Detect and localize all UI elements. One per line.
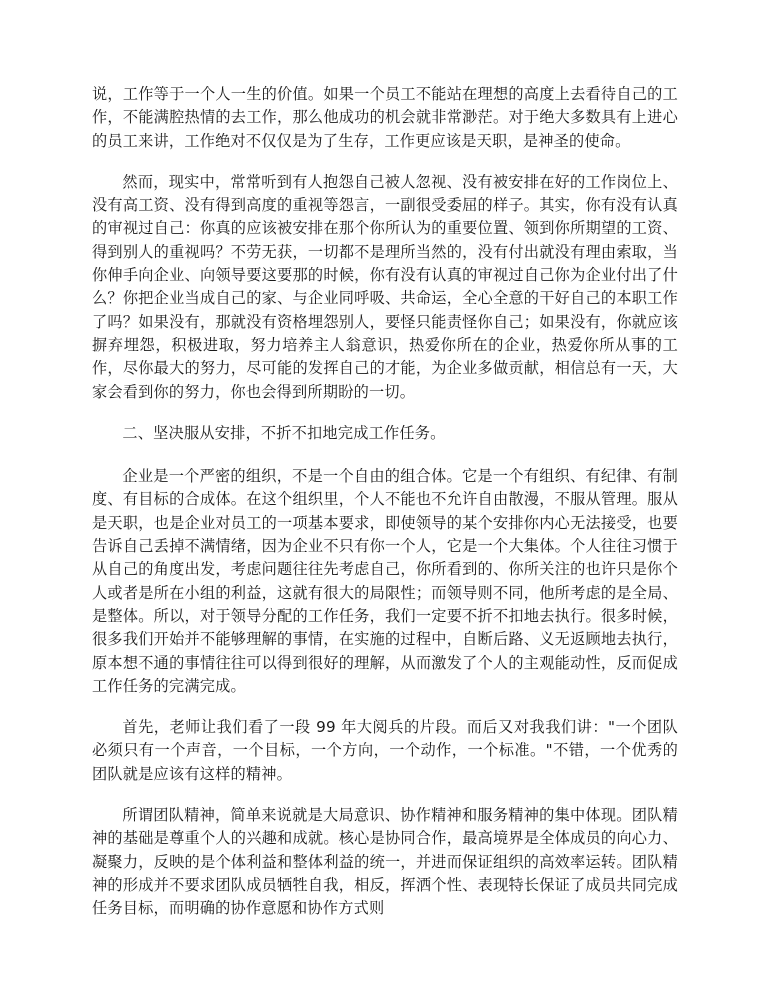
- document-body: [92, 83, 678, 939]
- paragraph-3: 企业是一个严密的组织，不是一个自由的组合体。它是一个有组织、有纪律、有制度、有目标的合成体。在这个组织里，个人不能也不允许自由散漫，不服从管理。服从是天职，也是企业对员工的一项基本要求，即使领导的某个安排你内心无法接受，也要告诉自己丢掉不满情绪，因为企业不只有你一个人，它是一个大集体。个人往往习惯于从自己的角度出发，考虑问题往往先考虑自己，你所看到的、你所关注的也许只是你个人或者是所在小组的利益，这就有很大的局限性；而领导则不同，他所考虑的是全局、是整体。所以，对于领导分配的工作任务，我们一定要不折不扣地去执行。很多时候，很多我们开始并不能够理解的事情，在实施的过程中，自断后路、义无返顾地去执行，原本想不通的事情往往可以得到很好的理解，从而激发了个人的主观能动性，反而促成工作任务的完满完成。: [92, 467, 678, 695]
- section-heading: 二、坚决服从安排，不折不扣地完成工作任务。: [122, 423, 446, 442]
- paragraph-5: 所谓团队精神，简单来说就是大局意识、协作精神和服务精神的集中体现。团队精神的基础是尊重个人的兴趣和成就。核心是协同合作，最高境界是全体成员的向心力、凝聚力，反映的是个体利益和整体利益的统一，并进而保证组织的高效率运转。团队精神的形成并不要求团队成员牺牲自我，相反，挥洒个性、表现特长保证了成员共同完成任务目标，而明确的协作意愿和协作方式则: [92, 806, 678, 918]
- paragraph-4: 首先，老师让我们看了一段 99 年大阅兵的片段。而后又对我我们讲："一个团队必须只有一个声音，一个目标，一个方向，一个动作，一个标准。"不错，一个优秀的团队就是应该有这样的精神。: [92, 718, 678, 783]
- paragraph-2: 然而，现实中，常常听到有人抱怨自己被人忽视、没有被安排在好的工作岗位上、没有高工资、没有得到高度的重视等怨言，一副很受委屈的样子。其实，你有没有认真的审视过自己：你真的应该被安排在那个你所认为的重要位置、领到你所期望的工资、得到别人的重视吗？不劳无获，一切都不是理所当然的，没有付出就没有理由索取，当你伸手向企业、向领导要这要那的时候，你有没有认真的审视过自己你为企业付出了什么？你把企业当成自己的家、与企业同呼吸、共命运，全心全意的干好自己的本职工作了吗？如果没有，那就没有资格埋怨别人，要怪只能责怪你自己；如果没有，你就应该摒弃埋怨，积极进取，努力培养主人翁意识，热爱你所在的企业，热爱你所从事的工作，尽你最大的努力，尽可能的发挥自己的才能，为企业多做贡献，相信总有一天，大家会看到你的努力，你也会得到所期盼的一切。: [92, 172, 678, 401]
- paragraph-1: 说，工作等于一个人一生的价值。如果一个员工不能站在理想的高度上去看待自己的工作，不能满腔热情的去工作，那么他成功的机会就非常渺茫。对于绝大多数具有上进心的员工来讲，工作绝对不仅仅是为了生存，工作更应该是天职，是神圣的使命。: [92, 85, 678, 150]
